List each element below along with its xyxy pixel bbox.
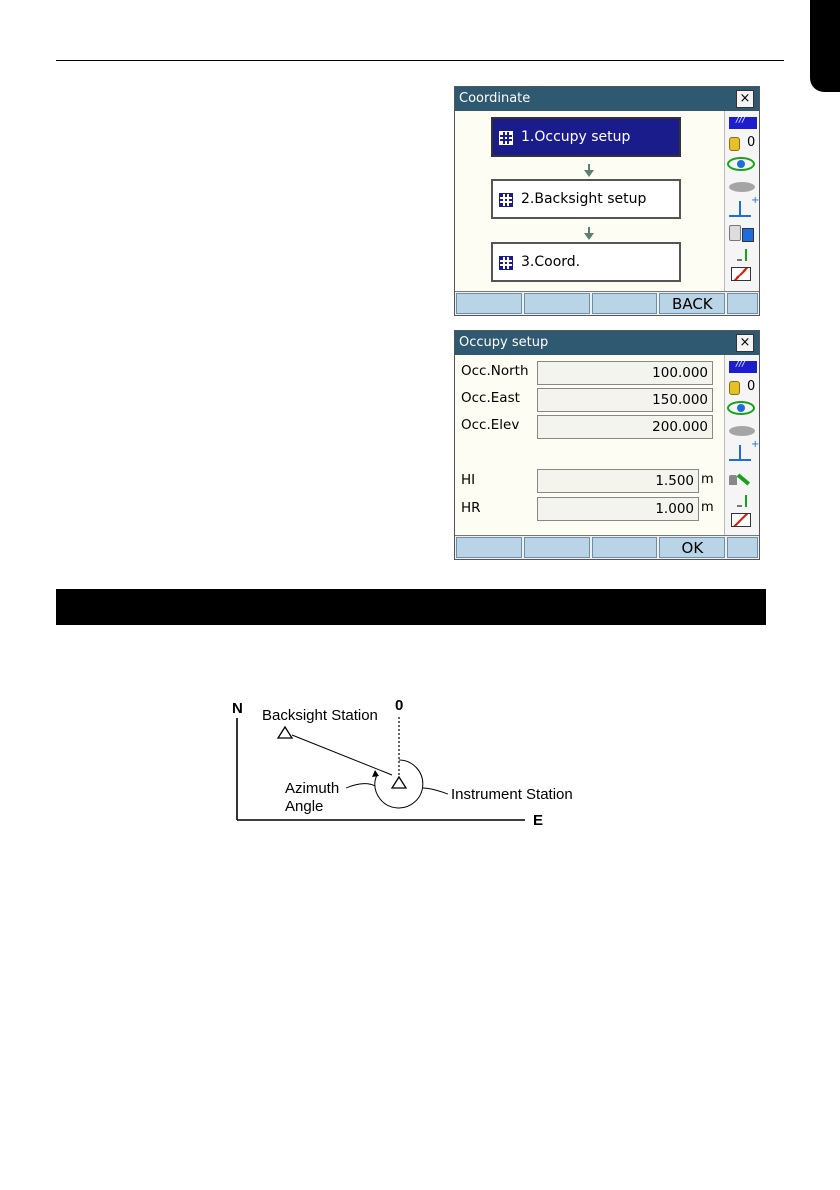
occ-elev-label: Occ.Elev — [461, 417, 520, 433]
status-bar — [724, 355, 759, 536]
status-bar — [724, 111, 759, 292]
azimuth-label-line2: Angle — [285, 798, 324, 815]
softkey-3[interactable] — [592, 293, 658, 314]
header-rule — [56, 60, 784, 61]
zero-label: 0 — [395, 697, 404, 714]
occupy-setup-label: 1.Occupy setup — [521, 129, 631, 145]
back-softkey[interactable]: BACK — [659, 293, 725, 314]
occ-east-label: Occ.East — [461, 390, 520, 406]
softkey-5[interactable] — [727, 537, 758, 558]
target-icon[interactable] — [729, 182, 755, 192]
occ-elev-field[interactable]: 200.000 — [537, 415, 713, 439]
instrument-station-icon — [392, 777, 406, 788]
softkey-2[interactable] — [524, 293, 590, 314]
instrument-label: Instrument Station — [451, 786, 573, 803]
tripod-icon[interactable] — [729, 473, 751, 487]
azimuth-arc — [375, 760, 423, 808]
coordinate-title-bar — [455, 87, 759, 111]
azimuth-leader — [346, 784, 375, 788]
prism-constant: 0 — [747, 135, 756, 150]
page-edge-tab — [810, 0, 840, 92]
occ-east-field[interactable]: 150.000 — [537, 388, 713, 412]
occupy-setup-title-bar — [455, 331, 759, 355]
coord-button[interactable] — [491, 242, 681, 282]
close-button[interactable]: × — [736, 90, 754, 108]
battery-icon[interactable] — [729, 361, 757, 373]
north-label: N — [232, 700, 243, 717]
tilt-icon[interactable] — [727, 401, 755, 415]
tilt-icon[interactable] — [727, 157, 755, 171]
signal-icon[interactable] — [737, 247, 751, 261]
prism-constant: 0 — [747, 379, 756, 394]
backsight-label: Backsight Station — [262, 707, 378, 724]
hr-unit: m — [701, 500, 714, 515]
occ-north-field[interactable]: 100.000 — [537, 361, 713, 385]
backsight-setup-label: 2.Backsight setup — [521, 191, 647, 207]
east-label: E — [533, 812, 544, 829]
hr-field[interactable]: 1.000 — [537, 497, 699, 521]
hi-label: HI — [461, 472, 476, 488]
prism-icon[interactable] — [729, 381, 740, 395]
grid-icon — [499, 256, 513, 270]
target-icon[interactable] — [729, 426, 755, 436]
backsight-line — [292, 735, 392, 775]
coordinate-window — [454, 86, 760, 316]
grid-icon — [499, 193, 513, 207]
softkey-bar — [455, 291, 759, 315]
hr-label: HR — [461, 500, 481, 516]
input-mode-icon[interactable] — [731, 513, 751, 527]
azimuth-diagram — [220, 690, 600, 840]
hi-unit: m — [701, 472, 714, 487]
coord-label: 3.Coord. — [521, 254, 581, 270]
signal-icon[interactable] — [737, 493, 751, 507]
softkey-1[interactable] — [456, 293, 522, 314]
close-button[interactable]: × — [736, 334, 754, 352]
arrow-down-icon — [584, 170, 594, 177]
occ-north-label: Occ.North — [461, 363, 529, 379]
battery-icon[interactable] — [729, 117, 757, 129]
occupy-setup-body — [455, 355, 759, 536]
softkey-2[interactable] — [524, 537, 590, 558]
hi-field[interactable]: 1.500 — [537, 469, 699, 493]
laser-plummet-icon[interactable] — [729, 445, 751, 461]
softkey-bar — [455, 535, 759, 559]
azimuth-label-line1: Azimuth — [285, 780, 340, 797]
occupy-setup-window — [454, 330, 760, 560]
prism-icon[interactable] — [729, 137, 740, 151]
laser-plummet-icon[interactable] — [729, 201, 751, 217]
softkey-3[interactable] — [592, 537, 658, 558]
backsight-station-icon — [278, 727, 292, 738]
window-title: Occupy setup — [459, 335, 549, 350]
input-mode-icon[interactable] — [731, 267, 751, 281]
arrow-down-icon — [584, 233, 594, 240]
ok-softkey[interactable]: OK — [659, 537, 725, 558]
occupy-setup-button[interactable] — [491, 117, 681, 157]
window-title: Coordinate — [459, 91, 531, 106]
instrument-leader — [423, 788, 448, 794]
backsight-setup-button[interactable] — [491, 179, 681, 219]
softkey-1[interactable] — [456, 537, 522, 558]
azimuth-arrowhead — [372, 770, 379, 777]
section-heading-bar — [56, 589, 766, 625]
communication-icon[interactable] — [729, 225, 755, 241]
grid-icon — [499, 131, 513, 145]
coordinate-body — [455, 111, 759, 292]
softkey-5[interactable] — [727, 293, 758, 314]
